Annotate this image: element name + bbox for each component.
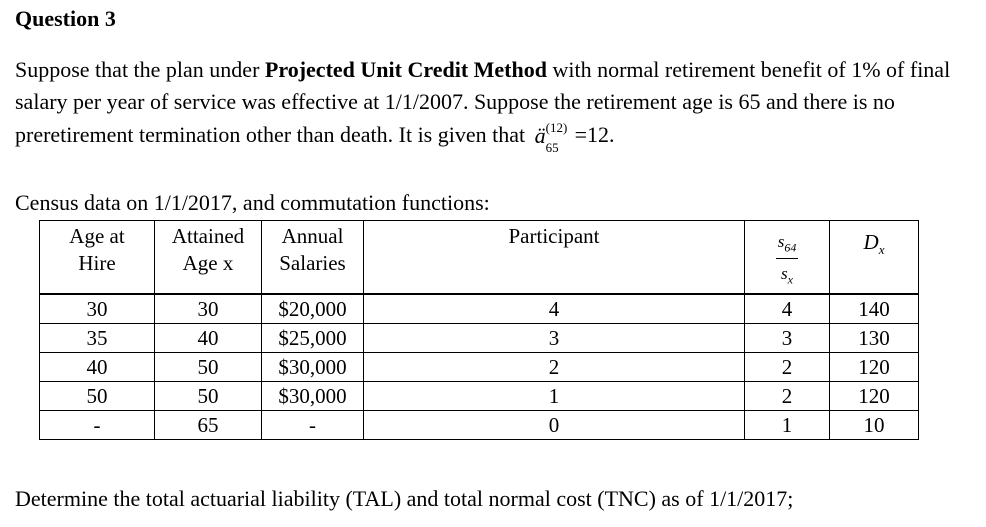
fraction-denominator: [776, 259, 799, 290]
header-salary-scale-ratio: [745, 221, 830, 295]
header-age-at-hire-line2: Hire: [78, 251, 116, 275]
cell-d: 120: [830, 382, 919, 411]
census-label: Census data on 1/1/2017, and commutation functions:: [15, 190, 490, 215]
cell-participant: 3: [364, 324, 745, 353]
header-row: [40, 221, 919, 295]
question-text: [15, 54, 965, 155]
s-numerator-sub: 64: [784, 240, 797, 255]
question-title: Question 3: [15, 6, 116, 31]
cell-age-at-hire: 50: [40, 382, 155, 411]
table-row: [40, 411, 919, 440]
fraction-numerator: [776, 231, 799, 259]
cell-d: 140: [830, 294, 919, 324]
cell-age-at-hire: 40: [40, 353, 155, 382]
header-attained-line1: Attained: [171, 224, 245, 248]
s-denominator: s: [781, 264, 788, 284]
census-table: [39, 220, 919, 440]
d-subscript: x: [878, 242, 885, 258]
cell-salary: $25,000: [262, 324, 364, 353]
cell-salary: $20,000: [262, 294, 364, 324]
cell-participant: 4: [364, 294, 745, 324]
cell-salary-ratio: 1: [745, 411, 830, 440]
header-age-at-hire-line1: Age at: [69, 224, 125, 248]
task-text: Determine the total actuarial liability (TAL) and total normal cost (TNC) as of 1/1/2017;: [15, 486, 794, 511]
annuity-value: =12.: [574, 122, 615, 147]
cell-attained-age: 65: [155, 411, 262, 440]
annuity-symbol: [531, 118, 575, 155]
cell-age-at-hire: 35: [40, 324, 155, 353]
d-symbol: [864, 229, 885, 263]
cell-participant: 2: [364, 353, 745, 382]
cell-attained-age: 30: [155, 294, 262, 324]
header-participant-label: Participant: [508, 224, 600, 248]
header-annual-salaries: [262, 221, 364, 295]
header-commutation-d: [830, 221, 919, 295]
header-age-at-hire: [40, 221, 155, 295]
intro-text-2: with normal retirement benefit of 1% of final salary per year of service was effective at 1/1/2007. Suppose the retirement age is 65 and there is no preretirement termination other than death. It is given that: [15, 57, 951, 147]
header-attained-line2: Age x: [182, 251, 234, 275]
header-salaries-line2: Salaries: [279, 251, 346, 275]
header-participant: [364, 221, 745, 295]
annuity-subscript: 65: [545, 140, 559, 155]
table-row: [40, 324, 919, 353]
cell-attained-age: 50: [155, 382, 262, 411]
table-row: [40, 294, 919, 324]
cell-salary-ratio: 2: [745, 353, 830, 382]
s-denominator-sub: x: [787, 272, 793, 287]
annuity-base: ä: [534, 123, 546, 148]
cell-d: 130: [830, 324, 919, 353]
cell-d: 120: [830, 353, 919, 382]
cell-attained-age: 40: [155, 324, 262, 353]
cell-participant: 1: [364, 382, 745, 411]
intro-text-1: Suppose that the plan under: [15, 57, 265, 82]
annuity-superscript: (12): [545, 120, 568, 135]
salary-scale-fraction: [776, 231, 799, 291]
cell-salary: $30,000: [262, 382, 364, 411]
table-row: [40, 382, 919, 411]
cell-salary-ratio: 2: [745, 382, 830, 411]
method-name: Projected Unit Credit Method: [264, 57, 547, 82]
s-numerator: s: [777, 232, 785, 251]
cell-salary-ratio: 4: [745, 294, 830, 324]
cell-d: 10: [830, 411, 919, 440]
table-row: [40, 353, 919, 382]
cell-attained-age: 50: [155, 353, 262, 382]
cell-participant: 0: [364, 411, 745, 440]
cell-age-at-hire: -: [40, 411, 155, 440]
cell-salary-ratio: 3: [745, 324, 830, 353]
cell-salary: -: [262, 411, 364, 440]
header-salaries-line1: Annual: [281, 224, 344, 248]
header-attained-age: [155, 221, 262, 295]
d-letter: D: [863, 230, 879, 254]
cell-salary: $30,000: [262, 353, 364, 382]
cell-age-at-hire: 30: [40, 294, 155, 324]
